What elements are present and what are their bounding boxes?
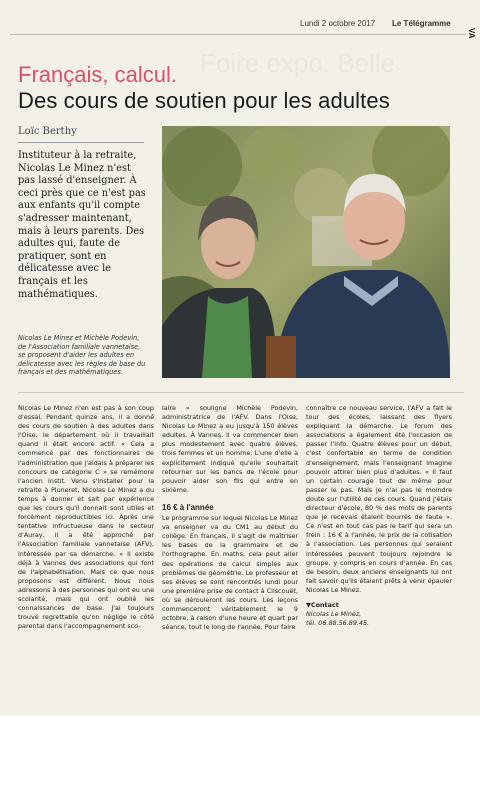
section-tab: VA — [467, 27, 476, 39]
column-3-text: connaître ce nouveau service, l'AFV a fait le tour des écoles, laissant des flyers expliquant la démarche. Le forum des associations a également été l'occasion de passer l'info. Quatre élèves pour un début, c'est confortable en terme de condition d'enseignement, mais l'enseignant imagine pouvoir attirer bien plus d'adultes. « Il faut un certain courage tout de même pour passer le pas. Mais je n'ai pas le moindre doute sur l'utilité de ces cours. Quand j'étais directeur d'école, 80 % des mots de parents que je recevais étaient bourrés de faute ». Ce n'est en tout cas pas le tarif qui sera un frein : 16 € à l'année, le prix de la cotisation à l'association. Les personnes qui seraient intéressées peuvent toujours rejoindre le groupe, y compris en cours d'année. En cas de besoin, deux anciens enseignants lui ont fait savoir qu'ils étaient prêts à venir épauler Nicolas Le Minez. — [306, 404, 452, 594]
header-rule — [10, 34, 466, 35]
portrait-photo — [162, 126, 450, 378]
photo-caption: Nicolas Le Minez et Michèle Podevin, de l'Association familiale vannetaise, se proposent d'aider les adultes en délicatesse avec les règles de base du français et des mathématiques. — [18, 334, 146, 377]
article-lead: Instituteur à la retraite, Nicolas Le Minez n'est pas lassé d'enseigner. À ceci près que ce n'est pas aux enfants qu'il compte s'adresser maintenant, mais à leurs parents. Des adultes qui, faute de pratiquer, sont en délicatesse avec le français et les mathématiques. — [18, 150, 146, 300]
column-2 — [162, 404, 298, 632]
column-3 — [306, 404, 452, 628]
article-photo — [162, 126, 450, 378]
body-rule — [18, 392, 464, 393]
contact-phone: tél. 06.88.56.89.45. — [306, 619, 370, 628]
contact-name: Nicolas Le Minez, — [306, 610, 362, 619]
article-kicker: Français, calcul. — [18, 62, 177, 87]
contact-label: ▼Contact — [306, 600, 339, 609]
newspaper-name: Le Télégramme — [392, 19, 451, 28]
column-2-text-b: Le programme sur lequel Nicolas Le Minez va enseigner va du CM1 au début du collège. En français, il s'agit de maîtriser les bases de la grammaire et de l'orthographe. En maths, cela peut aller des opérations de calcul simples aux problèmes de géométrie. Le professeur et ses élèves se sont rencontrés lundi pour une première prise de contact à Cliscouët, où se dérouleront les cours. Les leçons commenceront véritablement le 9 octobre, à raison d'une heure et quart par séance, tout le long de l'année. Pour faire — [162, 514, 298, 632]
column-1 — [18, 404, 154, 631]
author-rule — [18, 142, 144, 143]
article-author: Loïc Berthy — [18, 126, 77, 137]
column-1-text: Nicolas Le Minez n'en est pas à son coup d'essai. Pendant quinze ans, il a donné des cours de soutien à des adultes dans l'Oise, le département où il travaillait quand il était encore actif. « Cela a commencé par des fonctionnaires de l'administration que j'aidais à préparer les concours de catégorie C » se remémore l'ancien instit. Venu s'installer pour la retraite à Pluneret, Nicolas Le Minez a du temps à donner et sait par expérience que les cours qu'il donnait sont utiles et forcément reproductibles ici. Après une tentative infructueuse dans le secteur d'Auray, il a été approché par l'Association familiale vannetaise (AFV), intéressée par sa démarche. « Il existe déjà à Vannes des associations qui font de l'alphabétisation. Mais ce que nous proposons est différent. Nous nous adressons à des personnes qui ont eu une scolarité, mais qui ont oublié les connaissances de base. J'ai toujours trouvé regrettable qu'on néglige le côté parental dans l'accompagnement sco- — [18, 404, 154, 631]
article-title: Des cours de soutien pour les adultes — [18, 88, 390, 113]
show-through-text: Foire expo. Belle — [200, 48, 396, 78]
article-subhead: 16 € à l'année — [162, 502, 214, 512]
column-2-text-a: laire » souligne Michèle Podevin, administratrice de l'AFV. Dans l'Oise, Nicolas Le Minez a eu jusqu'à 150 élèves adultes. À Vannes, il va commencer bien plus modestement avec quatre élèves, trois femmes et un homme. L'une d'elle a explicitement indiqué qu'elle souhaitait retourner sur les bancs de l'école pour pouvoir aider son fils qui entre en sixième. — [162, 404, 298, 494]
header-date: Lundi 2 octobre 2017 — [300, 19, 376, 28]
page-header — [300, 19, 460, 33]
